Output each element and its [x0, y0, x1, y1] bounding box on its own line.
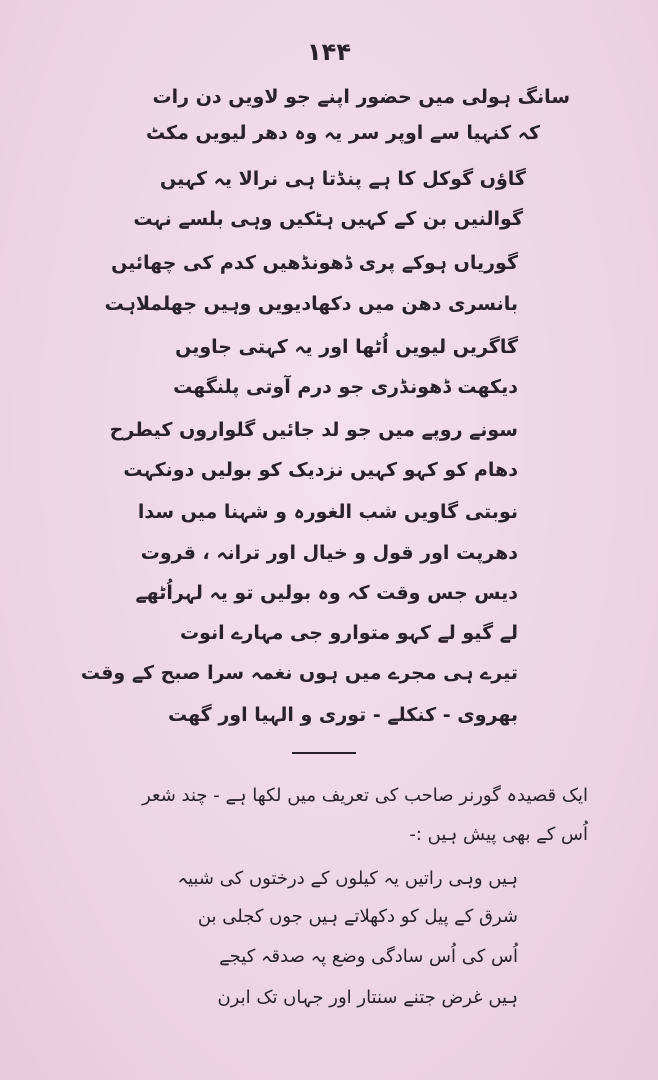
poem-line: سونے روپے میں جو لد جائیں گلواروں کیطرح	[109, 419, 518, 441]
poem-line: گوالنیں بن کے کہیں ہٹکیں وہی بلسے نہت	[133, 208, 523, 230]
poem-line: گوریاں ہوکے پری ڈھونڈھیں کدم کی چھائیں	[111, 252, 518, 274]
poem-line: تیرے ہی مجرے میں ہوں نغمہ سرا صبح کے وقت	[80, 662, 518, 684]
intro-line: اُس کے بھی پیش ہیں :-	[409, 824, 588, 845]
quote-line: اُس کی اُس سادگی وضع پہ صدقہ کیجے	[219, 946, 518, 967]
poem-line: دھرپت اور قول و خیال اور ترانہ ، قروت	[140, 542, 518, 564]
poem-line: نوبتی گاویں شب الغورہ و شہنا میں سدا	[137, 501, 518, 523]
page-number: ۱۴۴	[307, 38, 351, 66]
quote-line: ہیں غرض جتنے سنتار اور جہاں تک ابرن	[217, 987, 518, 1008]
poem-line: بھروی - کنکلے - توری و الہیا اور گھت	[168, 704, 518, 726]
poem-line: سانگ ہولی میں حضور اپنے جو لاویں دن رات	[152, 86, 570, 108]
poem-line: دیکھت ڈھونڈری جو درم آوتی پلنگھت	[173, 376, 518, 398]
quote-line: شرق کے پیل کو دکھلاتے ہیں جوں کجلی بن	[197, 906, 518, 927]
quote-line: ہیں وہی راتیں یہ کیلوں کے درختوں کی شبیہ	[177, 868, 518, 889]
section-divider	[292, 752, 356, 754]
poem-line: دیس جس وقت کہ وہ بولیں تو یہ لہراُٹھے	[135, 582, 518, 604]
poem-line: کہ کنہیا سے اوپر سر یہ وہ دھر لیویں مکٹ	[145, 122, 540, 144]
intro-line: ایک قصیدہ گورنر صاحب کی تعریف میں لکھا ہے - چند شعر	[142, 785, 588, 806]
poem-line: بانسری دھن میں دکھادیویں وہیں جھلملاہت	[104, 293, 518, 315]
poem-line: گاؤں گوکل کا ہے پنڈتا ہی نرالا یہ کہیں	[160, 168, 526, 190]
poem-line: گاگریں لیویں اُٹھا اور یہ کہتی جاویں	[175, 336, 518, 358]
poem-line: دھام کو کہو کہیں نزدیک کو بولیں دونکہت	[123, 459, 518, 481]
poem-line: لے گیو لے کہو متوارو جی مہارے انوت	[179, 622, 518, 644]
